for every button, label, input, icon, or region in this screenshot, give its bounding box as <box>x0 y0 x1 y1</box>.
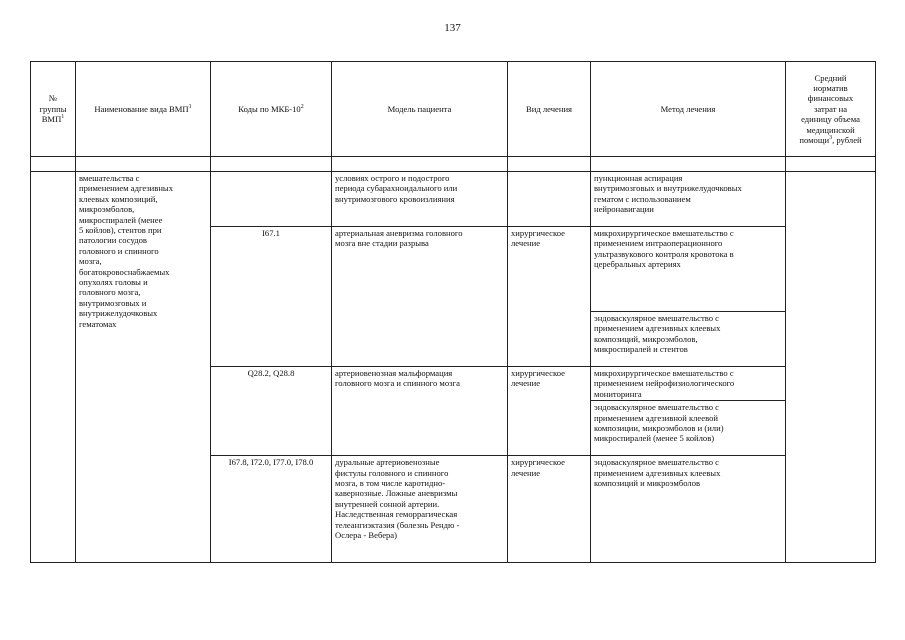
header-icd-codes: Коды по МКБ-$10^2$ <box>211 62 332 157</box>
treatment-type-cell: хирургическое лечение <box>508 227 591 367</box>
table-row <box>31 172 876 227</box>
treatment-method-cell: микрохирургическое вмешательство с применением интраоперационного ультразвукового контроля кровотока в церебральных артериях <box>591 227 786 312</box>
header-treatment-method: Метод лечения <box>591 62 786 157</box>
patient-model-cell: условиях острого и подострого периода субарахноидального или внутримозгового кровоизлияния <box>332 172 508 227</box>
vmp-table <box>30 61 876 563</box>
header-patient-model: Модель пациента <box>332 62 508 157</box>
codes-cell: I67.1 <box>211 227 332 367</box>
patient-model-cell: дуральные артериовенозные фистулы головного и спинного мозга, в том числе каротидно- кавернозные. Ложные аневризмы внутренней сонной артерии. Наследственная геморрагическая телеангиэктазия (болезнь Рендю - Ослера - Вебера) <box>332 456 508 563</box>
treatment-method-cell: микрохирургическое вмешательство с применением нейрофизиологического мониторинга <box>591 367 786 401</box>
spacer-row <box>31 157 876 172</box>
header-vmp-name: Наименование вида ВМП$^1$ <box>76 62 211 157</box>
header-treatment-type: Вид лечения <box>508 62 591 157</box>
vmp-name-cell: вмешательства с применением адгезивных клеевых композиций, микроэмболов, микроспиралей (менее 5 койлов), стентов при патологии сосудов головного и спинного мозга, богатокровоснабжаемых опухолях головы и головного мозга, внутримозговых и внутрижелудочковых гематомах <box>76 172 211 563</box>
codes-cell: I67.8, I72.0, I77.0, I78.0 <box>211 456 332 563</box>
codes-cell: Q28.2, Q28.8 <box>211 367 332 456</box>
treatment-method-cell: эндоваскулярное вмешательство с применением адгезивных клеевых композиций и микроэмболов <box>591 456 786 563</box>
patient-model-cell: артериовенозная мальформация головного мозга и спинного мозга <box>332 367 508 456</box>
page-number: 137 <box>444 22 461 34</box>
header-group-number: № группы ВМП$^1$ <box>31 62 76 157</box>
treatment-method-cell: пункционная аспирация внутримозговых и внутрижелудочковых гематом с использованием нейронавигации <box>591 172 786 227</box>
treatment-type-cell: хирургическое лечение <box>508 456 591 563</box>
header-row <box>31 62 876 157</box>
treatment-type-cell <box>508 172 591 227</box>
patient-model-cell: артериальная аневризма головного мозга вне стадии разрыва <box>332 227 508 367</box>
group-number-cell <box>31 172 76 563</box>
treatment-method-cell: эндоваскулярное вмешательство с применением адгезивной клеевой композиции, микроэмболов и (или) микроспиралей (менее 5 койлов) <box>591 401 786 456</box>
treatment-method-cell: эндоваскулярное вмешательство с применением адгезивных клеевых композиций, микроэмболов, микроспиралей и стентов <box>591 312 786 367</box>
header-average-cost: Средний норматив финансовых затрат на единицу объема медицинской помощи$^3$, рублей <box>786 62 876 157</box>
cost-cell <box>786 172 876 563</box>
codes-cell <box>211 172 332 227</box>
treatment-type-cell: хирургическое лечение <box>508 367 591 456</box>
